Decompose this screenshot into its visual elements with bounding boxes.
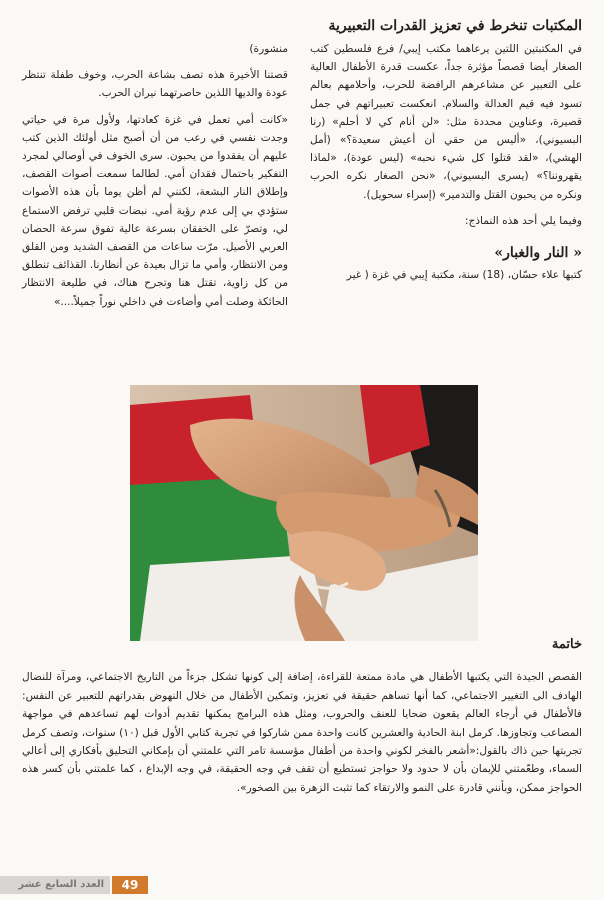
conclusion-paragraph: القصص الجيدة التي يكتبها الأطفال هي مادة ممتعة للقراءة، إضافة إلى كونها تشكل جزءاً من التاريخ الاجتماعي، ومرآة للنضال الهادف الى التغيير الاجتماعي، كما أنها تساهم حقيقة في تعزيز، وتمكين الأطفال من خلال النهوض بقدراتهم للتعبير عن النفس: فالأطفال في أرجاء العالم يقعون ضحايا للعنف والحروب، ومثل هذه البرامج يمكنها تقديم أدوات لهم تساعدهم في مواجهة المصاعب وتجاوزها. كرمل ابنة الحادية والعشرين كانت واحدة ممن شاركوا في تجربة كتابي الأول قبل (١٠) سنوات، وتصف كرمل تجربتها حين ذاك بالقول:«أشعر بالفخر لكوني واحدة من أطفال مؤسسة تامر التي علمتني أن بإمكاني التحليق بأفكاري إلى أعالي السماء، وطعّمتني للإيمان بأن لا حدود ولا حواجز تستطيع أن تقف في وجه الحقيقة، في وجه الإبداع ، كما علمتني بأن كسر هذه الحواجز ممكن، وبأنني قادرة على النمو والارتقاء كما تثبت الزهرة بين الصخور».	[22, 671, 582, 794]
section-title: المكتبات تنخرط في تعزيز القدرات التعبيرية	[328, 18, 582, 34]
photo-illustration	[130, 385, 478, 641]
conclusion-title: خاتمة	[551, 637, 582, 652]
conclusion-section	[22, 636, 582, 797]
story-author-line: كتبها علاء حسّان، (18) سنة، مكتبة إيبي في غزة ( غير	[346, 269, 582, 282]
section-paragraph: في المكتبتين اللتين يرعاهما مكتب إيبي/ فرع فلسطين كتب الصغار أيضا قصصاً مؤثرة جداً، عكست قدرة الأطفال العالية على التعبير عن مشاعرهم الرافضة للحرب، وأحلامهم بعالم تسود فيه قيم العدالة والسلام. انعكست تعبيراتهم في جمل قصيرة، وعناوين محددة مثل: «لن أنام كي لا أحلم» (رنا البسيوني)، «أليس من حقي أن أعيش سعيدة؟» (أمل الهشي)، «لقد قتلوا كل شيء نحبه» (ليس عودة)، «لماذا يقهروننا؟» (يسرى البسيوني)، «نحن الصغار نكره الحرب ونكره من يحبون القتل والتدمير» (إسراء سحويل).	[310, 43, 582, 201]
story-title: « النار والغبار»	[494, 245, 582, 262]
story-intro: قصتنا الأخيرة هذه تصف بشاعة الحرب، وخوف طفلة تنتظر عودة والديها اللذين حاصرتهما نيران الحرب.	[22, 69, 288, 100]
hands-on-flag-photo	[130, 385, 478, 641]
left-column	[22, 40, 288, 319]
story-quote: «كانت أمي تعمل في غزة كعادتها، ولأول مرة في حياتي وجدت نفسي في رعب من أن أصبح مثل أولئك الذين كتب عليهم أن يفقدوا من يحبون. سرى الخوف في أوصالي لمجرد التفكير باحتمال فقدان أمي. لطالما سمعت أصوات القصف، وإطلاق النار البشعة، لكنني لم أظن يوما بأن هذه الأصوات ستؤدي بي إلى عدم رؤية أمي. نبضات قلبي ترفض الاستماع لي، وتصرّ على الخفقان بسرعة عالية تفوق سرعة الحصان العربي الأصيل. مرّت ساعات من القصف الشديد ومن القلق ومن الانتظار، وأمي ما تزال بعيدة عن أنظارنا. القذائف تنطلق من كل زاوية، تقتل هنا وتجرح هناك، في طليعة الانتظار الحائكة وصلت أمي وأضاءت في داخلي نوراً جميلاً....»	[22, 113, 288, 308]
intro-line: وفيما يلي أحد هذه النماذج:	[464, 214, 582, 227]
page-number: 49	[112, 876, 148, 894]
page-footer	[0, 874, 604, 900]
story-continuation: منشورة)	[249, 43, 288, 55]
right-column	[310, 16, 582, 284]
issue-label: العدد السابع عشر	[0, 876, 110, 894]
